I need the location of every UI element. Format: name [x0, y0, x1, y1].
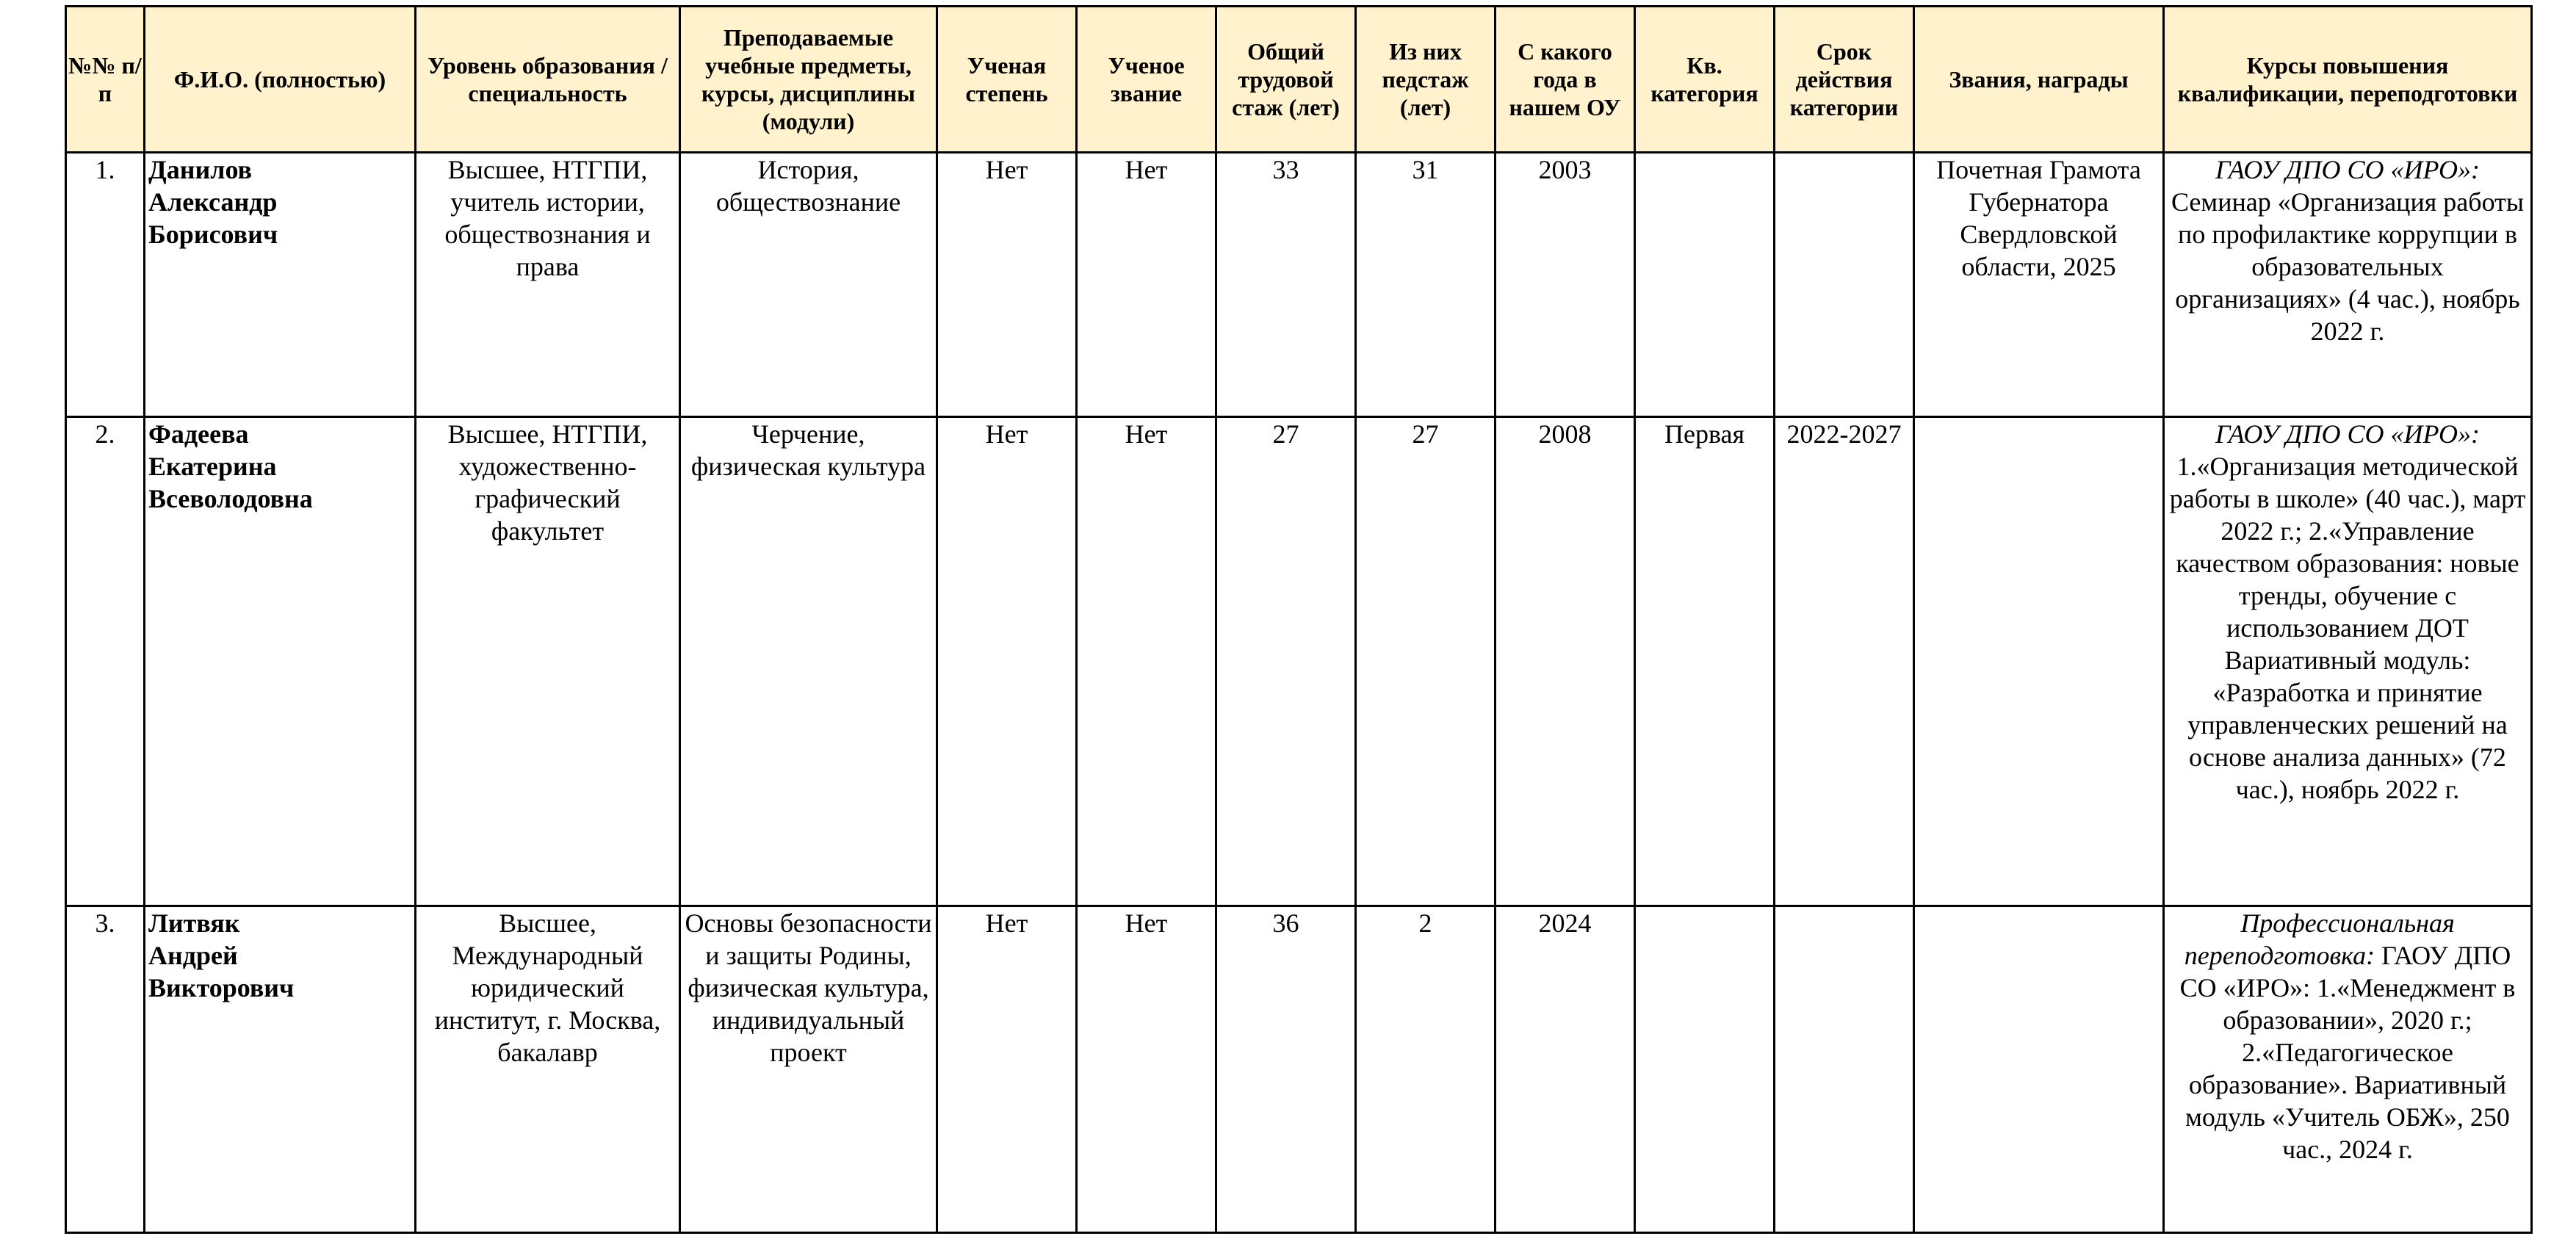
- header-total-exp: Общий трудовой стаж (лет): [1216, 7, 1356, 153]
- header-fio: Ф.И.О. (полностью): [145, 7, 416, 153]
- cell-rank: Нет: [1077, 417, 1216, 906]
- header-subjects: Преподаваемые учебные предметы, курсы, дисциплины (модули): [680, 7, 937, 153]
- header-row: [66, 7, 2532, 153]
- cell-since-year: 2024: [1496, 906, 1635, 1233]
- cell-degree: Нет: [937, 906, 1077, 1233]
- cell-education: Высшее, Международный юридический институт, г. Москва, бакалавр: [416, 906, 680, 1233]
- name-surname: Фадеева: [148, 419, 249, 449]
- cell-name: [145, 906, 416, 1233]
- name-patronymic: Борисович: [148, 220, 278, 249]
- cell-degree: Нет: [937, 153, 1077, 417]
- header-rank: Ученое звание: [1077, 7, 1216, 153]
- table-row: [66, 417, 2532, 906]
- cell-since-year: 2008: [1496, 417, 1635, 906]
- cell-subjects: История, обществознание: [680, 153, 937, 417]
- cell-category: [1635, 906, 1775, 1233]
- name-first: Александр: [148, 187, 278, 217]
- name-patronymic: Всеволодовна: [148, 484, 313, 513]
- cell-name: [145, 417, 416, 906]
- courses-org: ГАОУ ДПО СО «ИРО»:: [2215, 155, 2480, 184]
- header-education: Уровень образования / специальность: [416, 7, 680, 153]
- header-category-term: Срок действия категории: [1775, 7, 1914, 153]
- cell-awards: Почетная Грамота Губернатора Свердловской области, 2025: [1914, 153, 2164, 417]
- cell-ped-exp: 2: [1356, 906, 1496, 1233]
- cell-total-exp: 36: [1216, 906, 1356, 1233]
- cell-subjects: Черчение, физическая культура: [680, 417, 937, 906]
- staff-table: [65, 5, 2533, 1234]
- header-ped-exp: Из них педстаж (лет): [1356, 7, 1496, 153]
- cell-degree: Нет: [937, 417, 1077, 906]
- cell-since-year: 2003: [1496, 153, 1635, 417]
- cell-rank: Нет: [1077, 153, 1216, 417]
- cell-courses: [2164, 417, 2532, 906]
- cell-subjects: Основы безопасности и защиты Родины, физическая культура, индивидуальный проект: [680, 906, 937, 1233]
- cell-num: 2.: [66, 417, 145, 906]
- cell-total-exp: 27: [1216, 417, 1356, 906]
- courses-org: ГАОУ ДПО СО «ИРО»:: [2215, 419, 2480, 449]
- header-num: №№ п/п: [66, 7, 145, 153]
- header-degree: Ученая степень: [937, 7, 1077, 153]
- cell-education: Высшее, НТГПИ, художественно-графический факультет: [416, 417, 680, 906]
- courses-text: Семинар «Организация работы по профилактике коррупции в образовательных организациях» (4 час.), ноябрь 2022 г.: [2171, 187, 2525, 346]
- table-row: [66, 906, 2532, 1233]
- header-awards: Звания, награды: [1914, 7, 2164, 153]
- header-since-year: С какого года в нашем ОУ: [1496, 7, 1635, 153]
- name-surname: Литвяк: [148, 908, 240, 938]
- cell-category: [1635, 153, 1775, 417]
- table-row: [66, 153, 2532, 417]
- cell-education: Высшее, НТГПИ, учитель истории, обществознания и права: [416, 153, 680, 417]
- courses-text: 1.«Организация методической работы в школе» (40 час.), март 2022 г.; 2.«Управление качеством образования: новые тренды, обучение с использованием ДОТ Вариативный модуль: «Разработка и принятие управленческих решений на основе анализа данных» (72 час.), ноябрь 2022 г.: [2169, 452, 2526, 804]
- cell-total-exp: 33: [1216, 153, 1356, 417]
- cell-num: 1.: [66, 153, 145, 417]
- cell-courses: [2164, 906, 2532, 1233]
- cell-awards: [1914, 906, 2164, 1233]
- cell-category-term: [1775, 153, 1914, 417]
- name-first: Екатерина: [148, 452, 277, 481]
- cell-awards: [1914, 417, 2164, 906]
- cell-category-term: 2022-2027: [1775, 417, 1914, 906]
- header-courses: Курсы повышения квалификации, переподготовки: [2164, 7, 2532, 153]
- courses-text: ГАОУ ДПО СО «ИРО»: 1.«Менеджмент в образовании», 2020 г.; 2.«Педагогическое образование». Вариативный модуль «Учитель ОБЖ», 250 час., 2024 г.: [2179, 941, 2516, 1164]
- name-first: Андрей: [148, 941, 238, 970]
- name-surname: Данилов: [148, 155, 252, 184]
- courses-org: Профессиональная переподготовка:: [2184, 908, 2455, 970]
- cell-ped-exp: 27: [1356, 417, 1496, 906]
- cell-courses: [2164, 153, 2532, 417]
- cell-category-term: [1775, 906, 1914, 1233]
- header-category: Кв. категория: [1635, 7, 1775, 153]
- cell-name: [145, 153, 416, 417]
- name-patronymic: Викторович: [148, 973, 295, 1002]
- cell-ped-exp: 31: [1356, 153, 1496, 417]
- cell-category: Первая: [1635, 417, 1775, 906]
- cell-rank: Нет: [1077, 906, 1216, 1233]
- cell-num: 3.: [66, 906, 145, 1233]
